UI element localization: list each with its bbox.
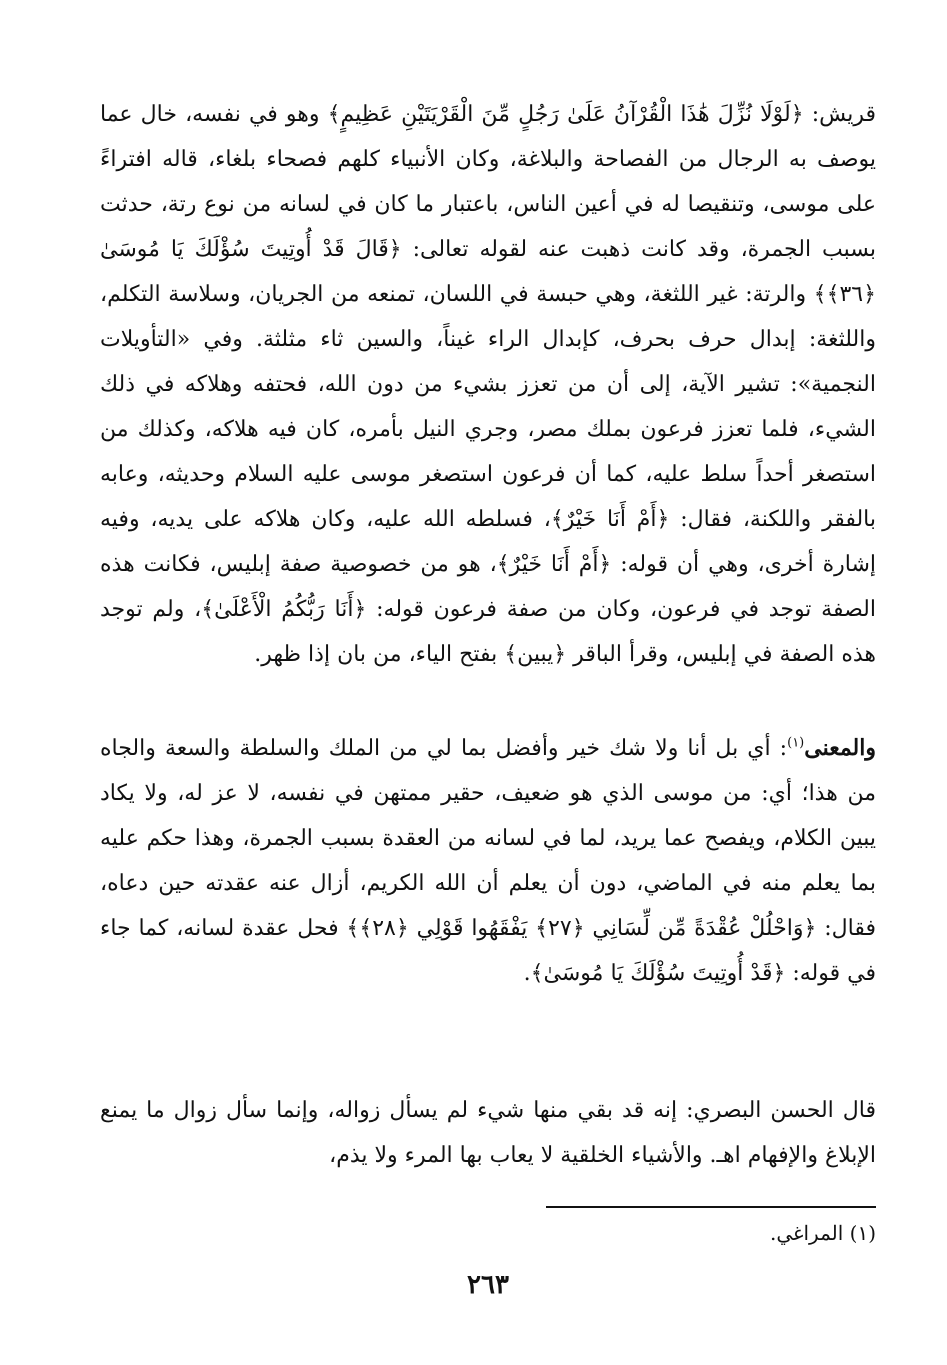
footnote: (١) المراغي. [769, 1221, 876, 1245]
footnote-divider [546, 1206, 876, 1208]
page-number: ٢٦٣ [467, 1270, 509, 1300]
paragraph-2-lead: والمعنى [804, 735, 876, 761]
paragraph-3: قال الحسن البصري: إنه قد بقي منها شيء لم يسأل زواله، وإنما سأل زوال ما يمنع الإبلاغ والإفهام اهـ. والأشياء الخلقية لا يعاب بها المرء ولا يذم، [100, 1098, 876, 1168]
footnote-reference: (١) [787, 735, 805, 751]
paragraph-2-text: : أي بل أنا ولا شك خير وأفضل بما لي من الملك والسلطة والسعة والجاه من هذا؛ أي: من موسى الذي هو ضعيف، حقير ممتهن في نفسه، لا عز له، ولا يكاد يبين الكلام، ويفصح عما يريد، لما في لسانه من العقدة بسبب الجمرة، وهذا حكم عليه بما يعلم منه في الماضي، دون أن يعلم أن الله الكريم، أزال عنه عقدته حين دعاه، فقال: ﴿وَاحْلُلْ عُقْدَةً مِّن لِّسَانِي ﴿٢٧﴾ يَفْقَهُوا قَوْلِي ﴿٢٨﴾﴾ فحل عقدة لسانه، كما جاء في قوله: ﴿قَدْ أُوتِيتَ سُؤْلَكَ يَا مُوسَىٰ﴾. [100, 736, 876, 986]
paragraph-2 [100, 726, 876, 996]
paragraph-1: قريش: ﴿لَوْلَا نُزِّلَ هَٰذَا الْقُرْآنُ عَلَىٰ رَجُلٍ مِّنَ الْقَرْيَتَيْنِ عَظِيمٍ﴾ وهو في نفسه، خال عما يوصف به الرجال من الفصاحة والبلاغة، وكان الأنبياء كلهم فصحاء بلغاء، قاله افتراءً على موسى، وتنقيصا له في أعين الناس، باعتبار ما كان في لسانه من نوع رتة، حدثت بسبب الجمرة، وقد كانت ذهبت عنه لقوله تعالى: ﴿قَالَ قَدْ أُوتِيتَ سُؤْلَكَ يَا مُوسَىٰ ﴿٣٦﴾﴾ والرتة: غير اللثغة، وهي حبسة في اللسان، تمنعه من الجريان، وسلاسة التكلم، واللثغة: إبدال حرف بحرف، كإبدال الراء غيناً، والسين ثاء مثلثة. وفي «التأويلات النجمية»: تشير الآية، إلى أن من تعزز بشيء من دون الله، فحتفه وهلاكه في ذلك الشيء، فلما تعزز فرعون بملك مصر، وجري النيل بأمره، كان فيه هلاكه، وكذلك من استصغر أحداً سلط عليه، كما أن فرعون استصغر موسى عليه السلام وحديثه، وعابه بالفقر واللكنة، فقال: ﴿أَمْ أَنَا خَيْرٌ﴾، فسلطه الله عليه، وكان هلاكه على يديه، وفيه إشارة أخرى، وهي أن قوله: ﴿أَمْ أَنَا خَيْرٌ﴾، هو من خصوصية صفة إبليس، فكانت هذه الصفة توجد في فرعون، وكان من صفة فرعون قوله: ﴿أَنَا رَبُّكُمُ الْأَعْلَىٰ﴾، ولم توجد هذه الصفة في إبليس، وقرأ الباقر ﴿يبين﴾ بفتح الياء، من بان إذا ظهر. [100, 102, 876, 667]
